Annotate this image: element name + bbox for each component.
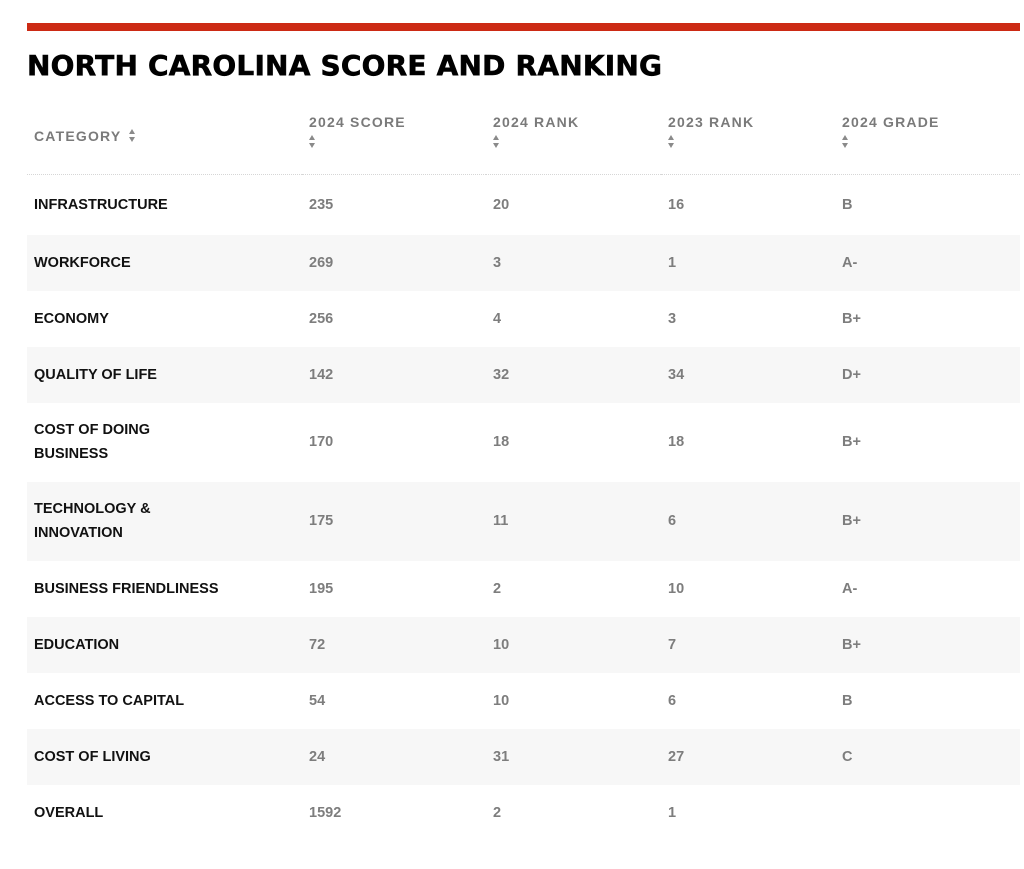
table-row bbox=[27, 175, 1020, 235]
cell-rank-2023: 1 bbox=[668, 804, 677, 821]
cell-rank-2024: 4 bbox=[493, 310, 502, 327]
cell-rank-2023: 34 bbox=[668, 366, 685, 383]
column-header-grade-2024[interactable] bbox=[835, 101, 1020, 175]
table-row bbox=[27, 561, 1020, 617]
cell-category: ECONOMY bbox=[34, 310, 109, 327]
cell-score-2024: 269 bbox=[309, 254, 334, 271]
column-header-label: 2024 GRADE bbox=[842, 114, 940, 130]
accent-bar bbox=[27, 23, 1020, 31]
cell-grade-2024: B bbox=[842, 196, 853, 213]
column-header-score-2024[interactable] bbox=[302, 101, 486, 175]
cell-category: INFRASTRUCTURE bbox=[34, 196, 168, 213]
cell-rank-2023: 16 bbox=[668, 196, 685, 213]
sort-icon[interactable] bbox=[129, 128, 136, 143]
cell-category: BUSINESS FRIENDLINESS bbox=[34, 580, 219, 597]
table-row bbox=[27, 403, 1020, 482]
column-header-label: 2024 SCORE bbox=[309, 114, 406, 130]
cell-rank-2023: 6 bbox=[668, 692, 677, 709]
cell-score-2024: 54 bbox=[309, 692, 326, 709]
cell-rank-2024: 31 bbox=[493, 748, 510, 765]
cell-grade-2024: A- bbox=[842, 254, 858, 271]
table-row bbox=[27, 729, 1020, 785]
cell-rank-2024: 3 bbox=[493, 254, 502, 271]
cell-category: COST OF DOING BUSINESS bbox=[34, 422, 150, 462]
cell-score-2024: 256 bbox=[309, 310, 334, 327]
sort-icon[interactable] bbox=[842, 134, 849, 149]
column-header-rank-2023[interactable] bbox=[661, 101, 835, 175]
table-row bbox=[27, 235, 1020, 291]
cell-grade-2024: A- bbox=[842, 580, 858, 597]
ranking-table bbox=[27, 101, 1020, 841]
table-row bbox=[27, 673, 1020, 729]
cell-rank-2023: 18 bbox=[668, 434, 685, 450]
cell-score-2024: 175 bbox=[309, 513, 334, 529]
sort-icon[interactable] bbox=[309, 134, 316, 149]
cell-rank-2024: 10 bbox=[493, 636, 510, 653]
cell-grade-2024: D+ bbox=[842, 366, 861, 383]
cell-category: WORKFORCE bbox=[34, 254, 131, 271]
table-row bbox=[27, 347, 1020, 403]
cell-rank-2023: 1 bbox=[668, 254, 677, 271]
cell-rank-2024: 2 bbox=[493, 804, 502, 821]
cell-rank-2024: 2 bbox=[493, 580, 502, 597]
cell-rank-2023: 3 bbox=[668, 310, 677, 327]
cell-rank-2024: 18 bbox=[493, 434, 510, 450]
column-header-category[interactable] bbox=[27, 101, 302, 175]
cell-category: QUALITY OF LIFE bbox=[34, 366, 157, 383]
cell-category: TECHNOLOGY & INNOVATION bbox=[34, 501, 151, 541]
cell-score-2024: 1592 bbox=[309, 804, 342, 821]
table-row bbox=[27, 482, 1020, 561]
cell-score-2024: 195 bbox=[309, 580, 334, 597]
cell-score-2024: 235 bbox=[309, 196, 334, 213]
table-row bbox=[27, 291, 1020, 347]
column-header-label: 2023 RANK bbox=[668, 114, 755, 130]
sort-icon[interactable] bbox=[668, 134, 675, 149]
cell-rank-2023: 6 bbox=[668, 513, 677, 529]
cell-grade-2024: B+ bbox=[842, 636, 861, 653]
sort-icon[interactable] bbox=[493, 134, 500, 149]
cell-score-2024: 72 bbox=[309, 636, 326, 653]
cell-grade-2024: B+ bbox=[842, 513, 861, 529]
table-header-row bbox=[27, 101, 1020, 175]
cell-rank-2024: 20 bbox=[493, 196, 510, 213]
cell-rank-2023: 27 bbox=[668, 748, 685, 765]
cell-rank-2024: 10 bbox=[493, 692, 510, 709]
cell-category: COST OF LIVING bbox=[34, 748, 151, 765]
cell-grade-2024: B+ bbox=[842, 310, 861, 327]
cell-rank-2023: 10 bbox=[668, 580, 685, 597]
cell-rank-2024: 11 bbox=[493, 513, 509, 529]
ranking-section bbox=[27, 23, 1020, 841]
table-row-overall bbox=[27, 785, 1020, 841]
cell-category: OVERALL bbox=[34, 804, 104, 821]
column-header-rank-2024[interactable] bbox=[486, 101, 661, 175]
cell-rank-2024: 32 bbox=[493, 366, 510, 383]
cell-category: EDUCATION bbox=[34, 636, 120, 653]
column-header-label: 2024 RANK bbox=[493, 114, 580, 130]
cell-grade-2024: C bbox=[842, 748, 853, 765]
cell-grade-2024: B bbox=[842, 692, 853, 709]
cell-grade-2024: B+ bbox=[842, 434, 861, 450]
cell-category: ACCESS TO CAPITAL bbox=[34, 692, 185, 709]
cell-score-2024: 142 bbox=[309, 366, 334, 383]
cell-grade-2024 bbox=[835, 785, 1020, 841]
cell-score-2024: 24 bbox=[309, 748, 326, 765]
cell-score-2024: 170 bbox=[309, 434, 334, 450]
page-title: NORTH CAROLINA SCORE AND RANKING bbox=[27, 49, 663, 82]
table-row bbox=[27, 617, 1020, 673]
column-header-label: CATEGORY bbox=[34, 127, 122, 144]
cell-rank-2023: 7 bbox=[668, 636, 677, 653]
